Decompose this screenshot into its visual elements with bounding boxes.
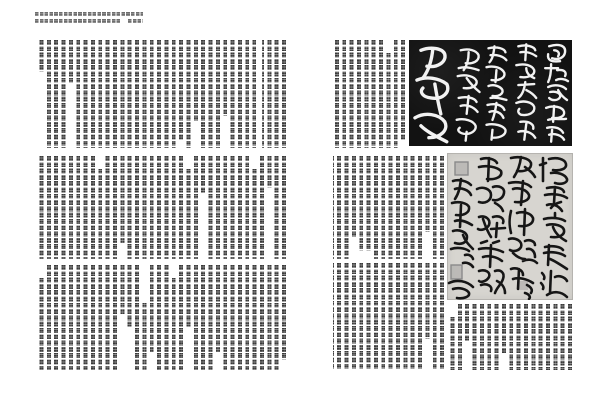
paragraph-end — [352, 238, 357, 259]
paragraph-indent — [39, 265, 44, 278]
paragraph-end — [120, 315, 125, 370]
paragraph-end — [502, 354, 507, 370]
body-text-block — [333, 156, 444, 259]
body-text-block — [38, 265, 286, 370]
column-break — [256, 40, 262, 148]
paragraph-end — [359, 251, 364, 260]
paragraph-indent — [98, 156, 103, 169]
body-text-block — [38, 40, 286, 148]
paragraph-indent — [172, 265, 177, 278]
paragraph-end — [127, 328, 132, 370]
paragraph-end — [179, 141, 184, 148]
paragraph-end — [425, 232, 430, 259]
paragraph-indent — [252, 156, 257, 169]
calligraphy-strokes — [409, 40, 572, 146]
calligraphy-strokes — [447, 153, 573, 300]
running-header-line — [35, 19, 121, 23]
paragraph-end — [186, 328, 191, 370]
paragraph-end — [149, 353, 154, 370]
calligraphy-scroll-image — [447, 153, 573, 300]
paragraph-end — [39, 72, 44, 149]
page-number — [128, 19, 143, 23]
right-page — [300, 0, 600, 407]
paragraph-indent — [386, 40, 391, 53]
paragraph-indent — [186, 156, 191, 169]
column-break — [140, 265, 147, 303]
paragraph-end — [366, 251, 371, 260]
paragraph-end — [216, 353, 221, 370]
paragraph-end — [120, 244, 125, 259]
paragraph-end — [267, 188, 272, 260]
paragraph-end — [401, 141, 405, 148]
body-text-block — [449, 304, 572, 370]
paragraph-indent — [450, 304, 455, 317]
paragraph-end — [425, 339, 430, 370]
paragraph-end — [69, 84, 74, 148]
body-text-block — [333, 40, 405, 148]
paragraph-end — [194, 122, 199, 148]
calligraphy-rubbing-image — [409, 40, 572, 146]
seal-stamp — [451, 265, 462, 279]
seal-stamp — [455, 162, 468, 175]
paragraph-end — [223, 116, 228, 148]
body-text-block — [333, 263, 444, 370]
body-text-block — [38, 156, 286, 259]
running-header-line — [35, 12, 143, 16]
paragraph-end — [201, 194, 206, 259]
paragraph-end — [465, 342, 470, 370]
paragraph-end — [282, 360, 286, 371]
